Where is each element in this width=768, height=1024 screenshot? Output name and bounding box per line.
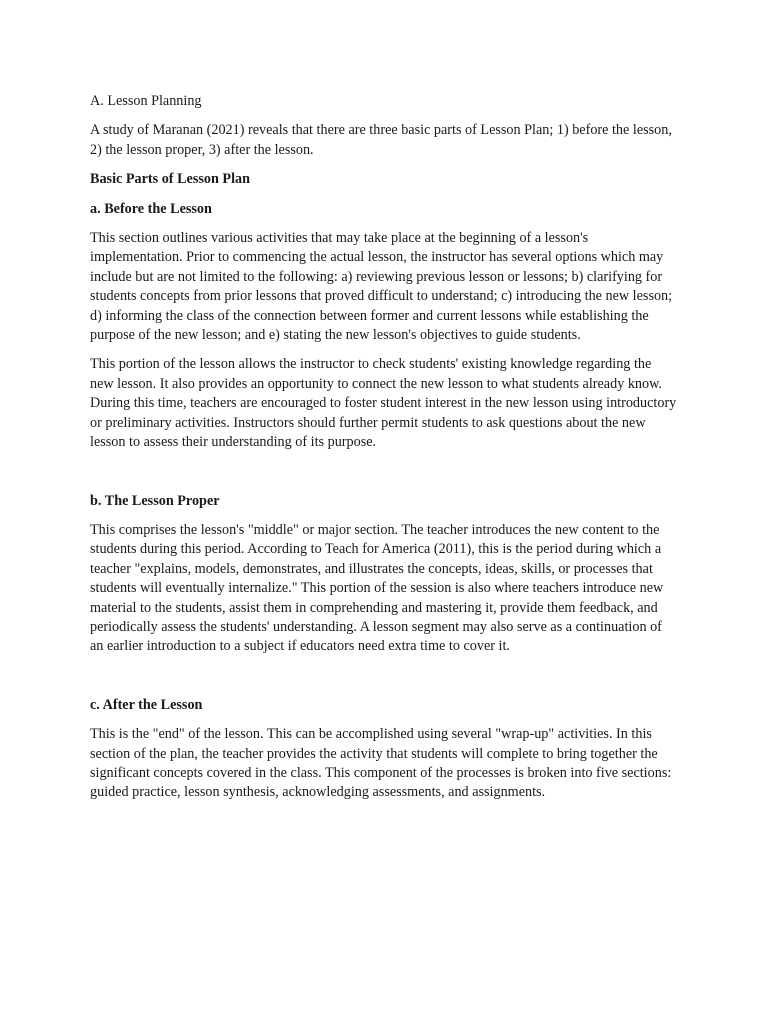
- before-lesson-paragraph-1: This section outlines various activities that may take place at the beginning of a lesson's implementation. Prior to commencing the actual lesson, the instructor has several options which may include but are not limited to the following: a) reviewing previous lesson or lessons; b) clarifying for students concepts from prior lessons that proved difficult to understand; c) introducing the new lesson; d) informing the class of the connection between former and current lessons while establishing the purpose of the new lesson; and e) stating the new lesson's objectives to guide students.: [90, 230, 673, 344]
- lesson-proper-paragraph: This comprises the lesson's "middle" or major section. The teacher introduces the new content to the students during this period. According to Teach for America (2011), this is the period during which a teacher "explains, models, demonstrates, and illustrates the concepts, ideas, skills, or processes that students will eventually internalize." This portion of the session is also where teachers introduce new material to the students, assist them in comprehending and mastering it, provide them feedback, and periodically assess the students' understanding. A lesson segment may also serve as a continuation of an earlier introduction to a subject if educators need extra time to cover it.: [90, 521, 664, 655]
- spacer: [90, 463, 678, 492]
- section-title: A. Lesson Planning: [90, 93, 202, 109]
- after-lesson-heading: c. After the Lesson: [90, 696, 203, 713]
- before-lesson-paragraph-2: This portion of the lesson allows the instructor to check students' existing knowledge regarding the new lesson. It also provides an opportunity to connect the new lesson to what students already know. During this time, teachers are encouraged to foster student interest in the new lesson using introductory or preliminary activities. Instructors should further permit students to ask questions about the new lesson to assess their understanding of its purpose.: [90, 356, 677, 451]
- after-lesson-paragraph: This is the "end" of the lesson. This can be accomplished using several "wrap-up" activities. In this section of the plan, the teacher provides the activity that students will complete to bring together the significant concepts covered in the class. This component of the processes is broken into five sections: guided practice, lesson synthesis, acknowledging assessments, and assignments.: [90, 726, 672, 801]
- lesson-proper-heading: b. The Lesson Proper: [90, 492, 220, 509]
- document-body: [90, 92, 678, 813]
- before-lesson-heading: a. Before the Lesson: [90, 200, 212, 217]
- spacer: [90, 667, 678, 696]
- basic-parts-heading: Basic Parts of Lesson Plan: [90, 171, 251, 188]
- intro-paragraph: A study of Maranan (2021) reveals that there are three basic parts of Lesson Plan; 1) before the lesson, 2) the lesson proper, 3) after the lesson.: [90, 122, 672, 158]
